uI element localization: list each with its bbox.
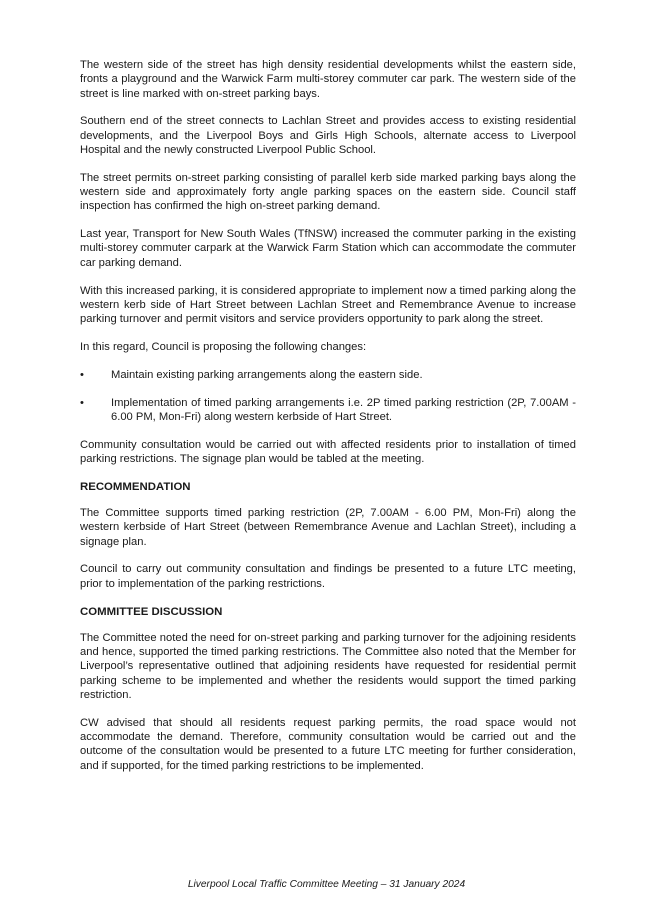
bullet-icon: • — [80, 368, 84, 381]
recommendation-paragraph: Council to carry out community consultation and findings be presented to a future LTC meeting, prior to implementation of the parking restrictions. — [80, 563, 576, 590]
discussion-paragraph: The Committee noted the need for on-street parking and parking turnover for the adjoining residents and hence, supported the timed parking restrictions. The Committee also noted that the Member for Liverpool’s representative outlined that adjoining residents have requested for residential permit parking scheme to be implemented and whether the residents would support the timed parking restriction. — [80, 631, 576, 701]
proposed-changes-list — [80, 368, 576, 424]
paragraph-tfnsw-commuter-parking: Last year, Transport for New South Wales (TfNSW) increased the commuter parking in the existing multi-storey commuter carpark at the Warwick Farm Station which can accommodate the commuter car parking demand. — [80, 228, 576, 269]
page-footer: Liverpool Local Traffic Committee Meeting – 31 January 2024 — [187, 879, 466, 890]
paragraph-on-street-parking: The street permits on-street parking consisting of parallel kerb side marked parking bays along the western side and approximately forty angle parking spaces on the eastern side. Council staff inspection has confirmed the high on-street parking demand. — [80, 171, 576, 213]
list-item — [80, 396, 576, 425]
bullet-icon: • — [80, 396, 84, 409]
document-body — [80, 58, 576, 773]
discussion-paragraph: CW advised that should all residents request parking permits, the road space would not accommodate the demand. Therefore, community consultation would be carried out and the outcome of the consultation would be presented to a future LTC meeting for further consideration, and if supported, for the timed parking restrictions to be implemented. — [80, 716, 576, 772]
list-item-text: Implementation of timed parking arrangements i.e. 2P timed parking restriction (2P, 7.00AM - 6.00 PM, Mon-Fri) along western kerbside of Hart Street. — [111, 396, 576, 423]
list-item-text: Maintain existing parking arrangements along the eastern side. — [111, 368, 423, 381]
paragraph-southern-end: Southern end of the street connects to Lachlan Street and provides access to existing residential developments, and the Liverpool Boys and Girls High Schools, alternate access to Liverpool Hospital and the newly constructed Liverpool Public School. — [80, 115, 576, 156]
list-item — [80, 368, 576, 382]
paragraph-community-consultation: Community consultation would be carried out with affected residents prior to installation of timed parking restrictions. The signage plan would be tabled at the meeting. — [80, 438, 576, 465]
recommendation-heading: RECOMMENDATION — [80, 480, 191, 493]
paragraph-proposed-changes-intro: In this regard, Council is proposing the following changes: — [80, 340, 367, 353]
recommendation-paragraph: The Committee supports timed parking restriction (2P, 7.00AM - 6.00 PM, Mon-Fri) along the western kerbside of Hart Street (between Remembrance Avenue and Lachlan Street), including a signage plan. — [80, 507, 576, 548]
paragraph-street-description: The western side of the street has high density residential developments whilst the eastern side, fronts a playground and the Warwick Farm multi-storey commuter car park. The western side of the street is line marked with on-street parking bays. — [80, 59, 576, 100]
paragraph-timed-parking-proposal: With this increased parking, it is considered appropriate to implement now a timed parking along the western kerb side of Hart Street between Lachlan Street and Remembrance Avenue to increase parking turnover and permit visitors and service providers opportunity to park along the street. — [80, 284, 576, 326]
committee-discussion-heading: COMMITTEE DISCUSSION — [80, 605, 223, 618]
